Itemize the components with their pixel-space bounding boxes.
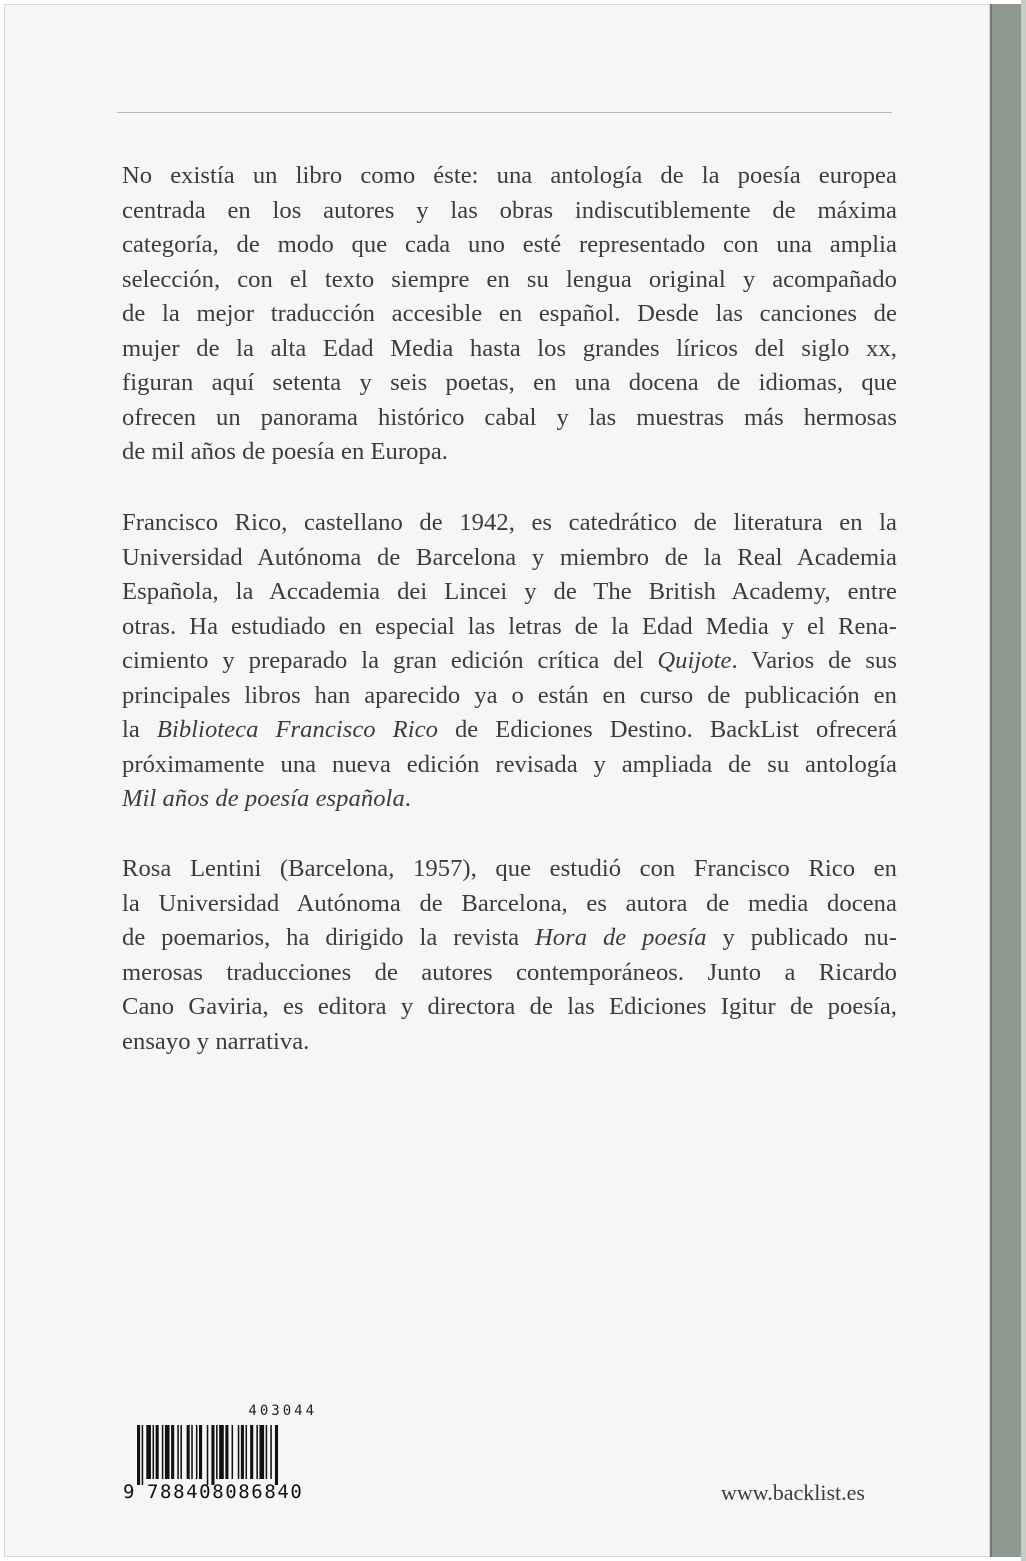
text-line: merosas traducciones de autores contemporáneos. Junto a Ricardo — [122, 958, 897, 986]
barcode-bar — [266, 1425, 268, 1479]
barcode-bar — [275, 1425, 278, 1485]
text-line: figuran aquí setenta y seis poetas, en una docena de idiomas, que — [122, 369, 897, 396]
text-line: próximamente una nueva edición revisada y ampliada de su antología — [122, 750, 897, 778]
barcode-bar — [196, 1425, 198, 1479]
text-line: de mil años de poesía en Europa. — [122, 438, 449, 465]
barcode-bars — [137, 1425, 337, 1485]
text-line: selección, con el texto siempre en su lengua original y acompañado — [122, 265, 897, 293]
text-line — [122, 713, 897, 748]
italic-title: Mil años de poesía española — [122, 785, 405, 812]
text-line: Universidad Autónoma de Barcelona y miembro de la Real Academia — [122, 543, 897, 571]
back-cover — [4, 4, 990, 1557]
italic-title: Hora de poesía — [534, 924, 707, 951]
barcode-bar — [232, 1425, 234, 1479]
text-line: otras. Ha estudiado en especial las letras de la Edad Media y el Rena- — [122, 612, 897, 640]
barcode-bar — [146, 1425, 151, 1479]
barcode-bar — [211, 1425, 214, 1485]
barcode-bar — [241, 1425, 244, 1479]
text-line: ofrecen un panorama histórico cabal y las muestras más hermosas — [122, 403, 897, 431]
text-run: de poemarios, ha dirigido la revista — [122, 924, 535, 951]
text-line: principales libros han aparecido ya o están en curso de publicación en — [122, 681, 897, 709]
isbn-barcode — [123, 1403, 343, 1513]
barcode-bar — [250, 1425, 253, 1479]
barcode-bar — [216, 1425, 218, 1479]
text-line: No existía un libro como éste: una antología de la poesía europea — [122, 162, 897, 189]
text-line: mujer de la alta Edad Media hasta los grandes líricos del siglo xx, — [122, 334, 897, 362]
barcode-bar — [142, 1425, 144, 1485]
barcode-bar — [270, 1425, 272, 1479]
top-rule — [117, 112, 892, 113]
barcode-bar — [187, 1425, 190, 1479]
text-line: la Universidad Autónoma de Barcelona, es autora de media docena — [122, 889, 897, 917]
italic-title: Biblioteca Francisco Rico — [156, 716, 438, 743]
book-description-paragraph — [122, 159, 897, 470]
barcode-bar — [156, 1425, 159, 1479]
barcode-bar — [180, 1425, 182, 1479]
barcode-bar — [207, 1425, 209, 1485]
text-line: centrada en los autores y las obras indiscutiblemente de máxima — [122, 196, 897, 224]
barcode-bar — [162, 1425, 164, 1479]
barcode-bar — [225, 1425, 228, 1479]
text-line: categoría, de modo que cada uno esté representado con una amplia — [122, 231, 897, 258]
text-run: la — [122, 716, 157, 743]
book-spine — [990, 4, 1021, 1557]
text-line: Española, la Accademia dei Lincei y de The British Academy, entre — [122, 578, 897, 605]
barcode-bar — [199, 1425, 202, 1479]
barcode-bar — [171, 1425, 174, 1479]
spine-edge — [1021, 0, 1026, 1561]
barcode-digits: 788408086840 — [147, 1481, 304, 1503]
barcode-bar — [256, 1425, 258, 1479]
text-line: de la mejor traducción accesible en español. Desde las canciones de — [122, 300, 897, 327]
barcode-bar — [191, 1425, 193, 1479]
text-line: Rosa Lentini (Barcelona, 1957), que estudió con Francisco Rico en — [122, 855, 897, 882]
barcode-bar — [219, 1425, 224, 1479]
barcode-bar — [177, 1425, 179, 1479]
barcode-bar — [137, 1425, 140, 1485]
italic-title: Quijote — [657, 647, 732, 674]
text-line — [122, 921, 897, 956]
editor-bio-rico-paragraph — [122, 506, 897, 817]
publisher-website: www.backlist.es — [721, 1480, 865, 1505]
text-line — [122, 644, 897, 679]
text-run: cimiento y preparado la gran edición crítica del — [122, 647, 658, 674]
text-run: de Ediciones Destino. BackList ofrecerá — [437, 716, 897, 743]
barcode-price-code: 403044 — [248, 1403, 317, 1419]
text-line: ensayo y narrativa. — [122, 1027, 310, 1055]
editor-bio-lentini-paragraph — [122, 852, 897, 1059]
barcode-bar — [238, 1425, 240, 1479]
text-line: Cano Gaviria, es editora y directora de las Ediciones Igitur de poesía, — [122, 993, 897, 1020]
text-run: . — [404, 785, 411, 812]
text-line — [122, 782, 897, 817]
barcode-bar — [259, 1425, 264, 1479]
text-line: Francisco Rico, castellano de 1942, es catedrático de literatura en la — [122, 509, 897, 536]
barcode-first-digit: 9 — [123, 1481, 135, 1503]
barcode-bar — [246, 1425, 248, 1479]
text-run: . Varios de sus — [731, 647, 897, 674]
barcode-bar — [165, 1425, 170, 1479]
barcode-bar — [153, 1425, 155, 1479]
text-run: y publicado nu- — [706, 924, 897, 951]
